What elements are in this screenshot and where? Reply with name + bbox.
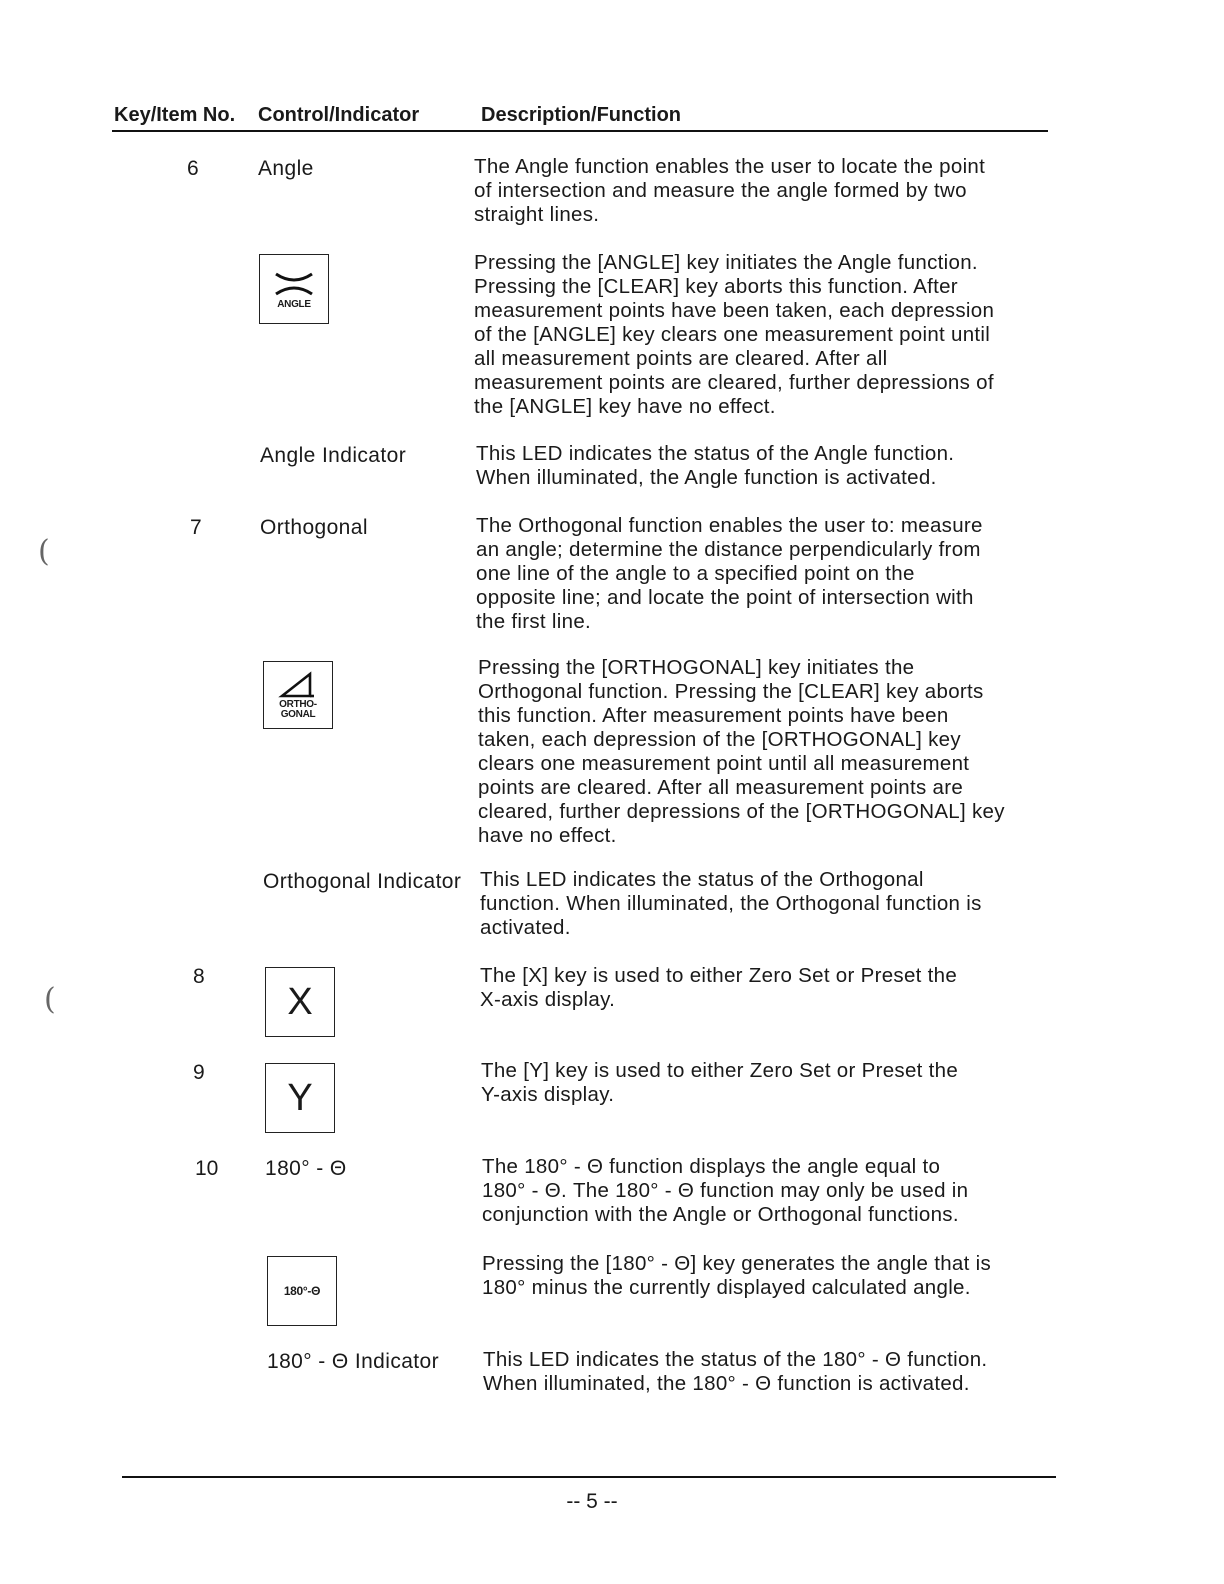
angle-key[interactable] [259, 254, 329, 324]
180-minus-theta-indicator-description: This LED indicates the status of the 180° - Θ function. When illuminated, the 180° - Θ function is activated. [483, 1348, 988, 1395]
angle-indicator-label: Angle Indicator [260, 444, 407, 467]
item-7-control: Orthogonal [260, 516, 368, 539]
angle-indicator-description: This LED indicates the status of the Angle function. When illuminated, the Angle function is activated. [476, 442, 955, 489]
x-key[interactable] [265, 967, 335, 1037]
header-control-indicator: Control/Indicator [258, 104, 420, 126]
header-rule [112, 130, 1048, 132]
item-9-number: 9 [193, 1061, 205, 1084]
180-minus-theta-key-caption: 180°-Θ [283, 1284, 321, 1298]
header-key-item-no: Key/Item No. [114, 104, 236, 126]
item-10-control: 180° - Θ [265, 1157, 347, 1180]
item-6-number: 6 [187, 157, 199, 180]
binder-hole-mark: ( [38, 534, 50, 569]
footer-rule [122, 1476, 1056, 1478]
item-7-number: 7 [190, 516, 202, 539]
binder-hole-mark: ( [44, 982, 56, 1017]
orthogonal-indicator-label: Orthogonal Indicator [263, 870, 462, 893]
180-minus-theta-key[interactable] [267, 1256, 337, 1326]
item-8-number: 8 [193, 965, 205, 988]
y-key[interactable] [265, 1063, 335, 1133]
orthogonal-key-caption-1: ORTHO- [279, 699, 317, 710]
orthogonal-icon [278, 670, 318, 700]
item-6-control: Angle [258, 157, 314, 180]
header-description-function: Description/Function [481, 104, 681, 126]
angle-key-description: Pressing the [ANGLE] key initiates the Angle function. Pressing the [CLEAR] key aborts this function. After measurement points have been taken, each depression of the [ANGLE] key clears one measurement point until all measurement points are cleared. After all measurement points are cleared, further depressions of the [ANGLE] key have no effect. [474, 251, 995, 418]
y-key-description: The [Y] key is used to either Zero Set or Preset the Y-axis display. [481, 1059, 959, 1106]
180-minus-theta-key-description: Pressing the [180° - Θ] key generates the angle that is 180° minus the currently displayed calculated angle. [482, 1252, 992, 1299]
orthogonal-key-description: Pressing the [ORTHOGONAL] key initiates the Orthogonal function. Pressing the [CLEAR] key aborts this function. After measurement points have been taken, each depression of the [ORTHOGONAL] key clears one measurement point until all measurement points are cleared. After all measurement points are cleared, further depressions of the [ORTHOGONAL] key have no effect. [478, 656, 1005, 847]
orthogonal-key[interactable] [263, 661, 333, 729]
orthogonal-key-caption-2: GONAL [280, 709, 316, 720]
angle-key-caption: ANGLE [277, 299, 311, 310]
item-6-description: The Angle function enables the user to locate the point of intersection and measure the angle formed by two straight lines. [474, 155, 986, 226]
page-number: -- 5 -- [566, 1490, 618, 1513]
180-minus-theta-indicator-label: 180° - Θ Indicator [267, 1350, 440, 1373]
x-key-description: The [X] key is used to either Zero Set or Preset the X-axis display. [480, 964, 958, 1011]
y-key-label: Y [287, 1077, 313, 1119]
item-10-number: 10 [195, 1157, 219, 1180]
orthogonal-indicator-description: This LED indicates the status of the Orthogonal function. When illuminated, the Orthogonal function is activated. [480, 868, 982, 939]
x-key-label: X [287, 981, 313, 1023]
item-7-description: The Orthogonal function enables the user to: measure an angle; determine the distance perpendicularly from one line of the angle to a specified point on the opposite line; and locate the point of intersection with the first line. [476, 514, 983, 633]
angle-icon [272, 268, 316, 300]
item-10-description: The 180° - Θ function displays the angle equal to 180° - Θ. The 180° - Θ function may only be used in conjunction with the Angle or Orthogonal functions. [482, 1155, 969, 1226]
